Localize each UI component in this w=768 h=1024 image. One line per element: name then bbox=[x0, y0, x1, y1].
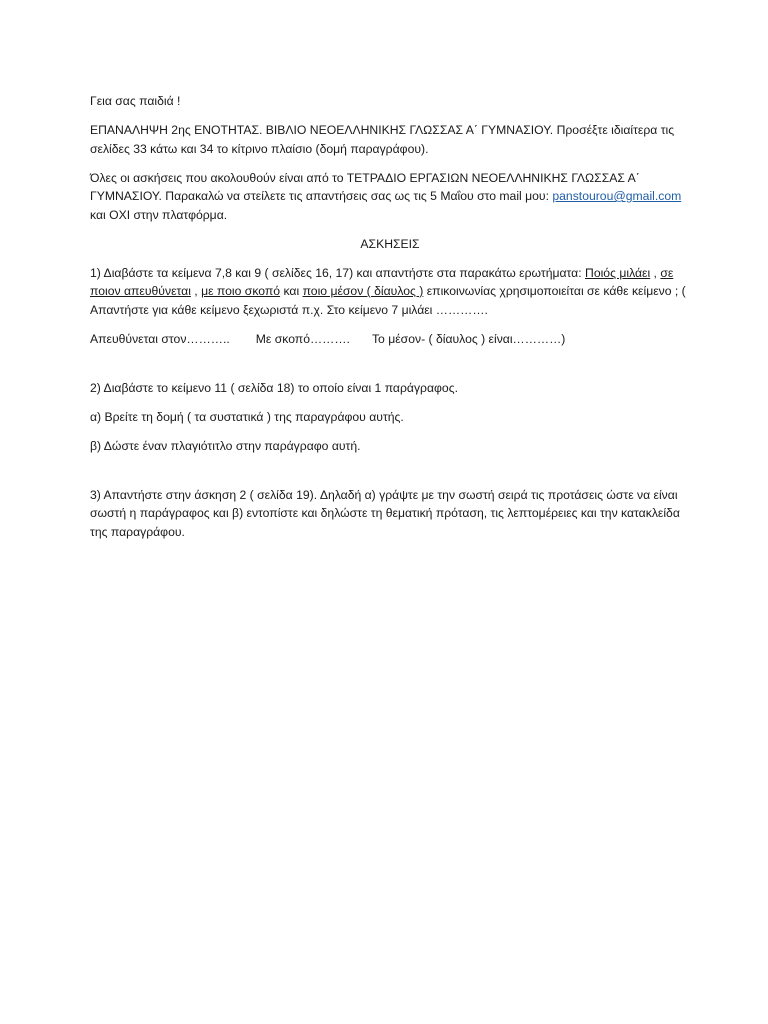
instructions-text-end: και ΟΧΙ στην πλατφόρμα. bbox=[90, 207, 228, 222]
instructions-text: Όλες οι ασκήσεις που ακολουθούν είναι από το ΤΕΤΡΑΔΙΟ ΕΡΓΑΣΙΩΝ ΝΕΟΕΛΛΗΝΙΚΗΣ ΓΛΩΣΣΑΣ Α΄ ΓΥΜΝΑΣΙΟΥ. Παρακαλώ να στείλετε τις απαντήσεις σας ως τις 5 Μαΐου στο mail μου: bbox=[90, 170, 640, 203]
exercise-1-answer-template bbox=[90, 330, 690, 349]
exercise-1-underlined-who: Ποιός μιλάει bbox=[585, 265, 651, 280]
exercise-2-part-a: α) Βρείτε τη δομή ( τα συστατικά ) της παραγράφου αυτής. bbox=[90, 409, 404, 424]
exercise-3-paragraph: 3) Απαντήστε στην άσκηση 2 ( σελίδα 19). Δηλαδή α) γράψτε με την σωστή σειρά τις προτάσεις ώστε να είναι σωστή η παράγραφος και β) εντοπίστε και δηλώστε τη θεματική πρόταση, τις λεπτομέρειες και την κατακλείδα της παραγράφου. bbox=[90, 487, 680, 539]
separator: , bbox=[650, 265, 661, 280]
instructions-paragraph bbox=[90, 169, 690, 225]
intro-paragraph: ΕΠΑΝΑΛΗΨΗ 2ης ΕΝΟΤΗΤΑΣ. ΒΙΒΛΙΟ ΝΕΟΕΛΛΗΝΙΚΗΣ ΓΛΩΣΣΑΣ Α΄ ΓΥΜΝΑΣΙΟΥ. Προσέξτε ιδιαίτερα τις σελίδες 33 κάτω και 34 το κίτρινο πλαίσιο (δομή παραγράφου). bbox=[90, 123, 675, 156]
exercise-2-intro: 2) Διαβάστε το κείμενο 11 ( σελίδα 18) το οποίο είναι 1 παράγραφος. bbox=[90, 380, 458, 395]
exercise-1-text-start: 1) Διαβάστε τα κείμενα 7,8 και 9 ( σελίδες 16, 17) και απαντήστε στα παρακάτω ερωτήματα: bbox=[90, 265, 586, 280]
greeting: Γεια σας παιδιά ! bbox=[90, 94, 181, 108]
exercise-2-part-b: β) Δώστε έναν πλαγιότιτλο στην παράγραφο αυτή. bbox=[90, 438, 361, 453]
section-title: ΑΣΚΗΣΕΙΣ bbox=[360, 236, 420, 251]
answer-addressee: Απευθύνεται στον……….. bbox=[90, 331, 230, 346]
separator: και bbox=[280, 284, 303, 298]
exercise-1-underlined-purpose: με ποιο σκοπό bbox=[201, 284, 281, 298]
answer-medium: Το μέσον- ( δίαυλος ) είναι…………) bbox=[371, 331, 566, 346]
email-link[interactable]: panstourou@gmail.com bbox=[552, 189, 682, 203]
exercise-1-text-end: επικοινωνίας χρησιμοποιείται σε κάθε κείμενο ; ( Απαντήστε για κάθε κείμενο ξεχωριστά π.χ. Στο κείμενο 7 μιλάει …………. bbox=[90, 284, 686, 317]
exercise-1-underlined-to-whom: σε ποιον απευθύνεται bbox=[90, 265, 674, 298]
spacer bbox=[90, 359, 690, 379]
exercise-1-paragraph bbox=[90, 264, 690, 320]
answer-purpose: Με σκοπό………. bbox=[255, 331, 350, 346]
spacer bbox=[90, 466, 690, 486]
document-page bbox=[90, 92, 690, 552]
exercise-1-underlined-medium: ποιο μέσον ( δίαυλος ) bbox=[302, 284, 424, 298]
separator: , bbox=[190, 284, 202, 298]
